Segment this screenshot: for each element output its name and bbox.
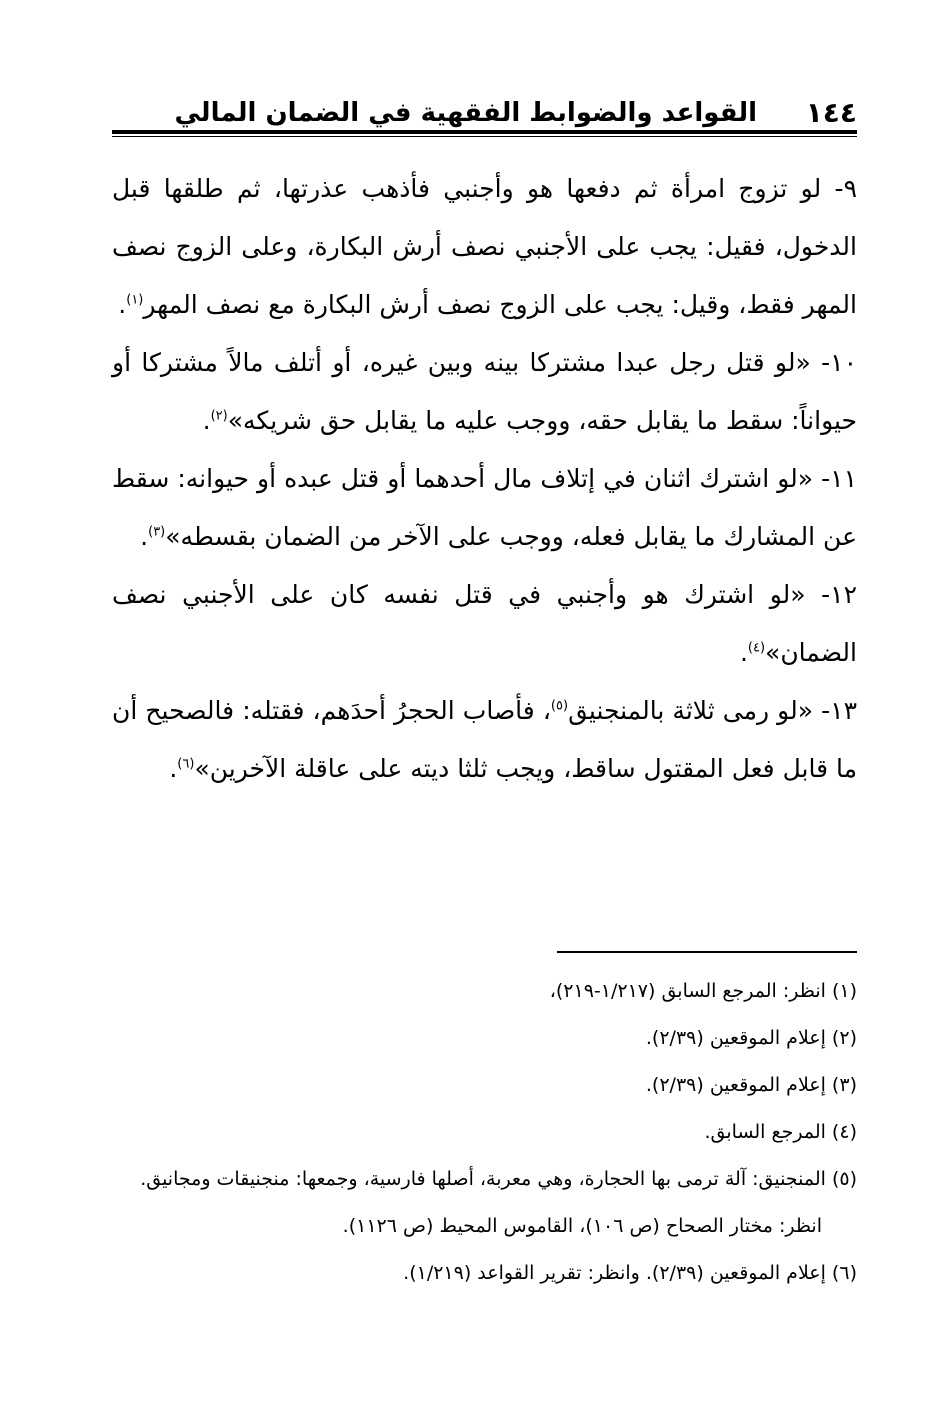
main-text xyxy=(112,160,857,798)
paragraph-13: ١٣- «لو رمى ثلاثة بالمنجنيق$^{(٥)}$، فأصاب الحجرُ أحدَهم، فقتله: فالصحيح أن ما قابل فعل المقتول ساقط، ويجب ثلثا ديته على عاقلة الآخرين»$^{(٦)}$. xyxy=(112,696,857,783)
footnote-ref-4: (٤) xyxy=(747,640,766,656)
footnote-5: (٥) المنجنيق: آلة ترمى بها الحجارة، وهي معربة، أصلها فارسية، وجمعها: منجنيقات ومجانيق. xyxy=(140,1168,857,1190)
footnote-2: (٢) إعلام الموقعين (٢/٣٩). xyxy=(645,1027,857,1049)
page-number: ١٤٤ xyxy=(805,96,857,129)
footnote-6: (٦) إعلام الموقعين (٢/٣٩). وانظر: تقرير القواعد (١/٢١٩). xyxy=(403,1262,857,1284)
footnote-4: (٤) المرجع السابق. xyxy=(704,1121,857,1143)
footnotes xyxy=(112,968,857,1297)
paragraph-11: ١١- «لو اشترك اثنان في إتلاف مال أحدهما أو قتل عبده أو حيوانه: سقط عن المشارك ما يقابل فعله، ووجب على الآخر من الضمان بقسطه»$^{(٣)}$. xyxy=(112,464,857,551)
footnote-ref-1: (١) xyxy=(126,292,144,308)
footnote-1: (١) انظر: المرجع السابق (١/٢١٧-٢١٩)، xyxy=(549,980,857,1002)
footnote-ref-3: (٣) xyxy=(148,524,166,540)
footnote-ref-2: (٢) xyxy=(210,408,228,424)
paragraph-9: ٩- لو تزوج امرأة ثم دفعها هو وأجنبي فأذهب عذرتها، ثم طلقها قبل الدخول، فقيل: يجب على الأجنبي نصف أرش البكارة، وعلى الزوج نصف المهر فقط، وقيل: يجب على الزوج نصف أرش البكارة مع نصف المهر$^{(١)}$. xyxy=(112,174,857,319)
paragraph-12: ١٢- «لو اشترك هو وأجنبي في قتل نفسه كان على الأجنبي نصف الضمان»$^{(٤)}$. xyxy=(112,580,857,667)
footnote-separator xyxy=(557,951,857,953)
paragraph-10: ١٠- «لو قتل رجل عبدا مشتركا بينه وبين غيره، أو أتلف مالاً مشتركا أو حيواناً: سقط ما يقابل حقه، ووجب عليه ما يقابل حق شريكه»$^{(٢)}$. xyxy=(112,348,857,435)
footnote-5-source: انظر: مختار الصحاح (ص ١٠٦)، القاموس المحيط (ص ١١٢٦). xyxy=(342,1215,822,1237)
header-rule-thick xyxy=(112,130,857,134)
page-header xyxy=(112,90,857,136)
footnote-ref-6: (٦) xyxy=(177,756,195,772)
header-rule-thin xyxy=(112,136,857,137)
footnote-ref-5: (٥) xyxy=(550,698,569,714)
running-title: القواعد والضوابط الفقهية في الضمان المالي xyxy=(174,98,757,128)
footnote-3: (٣) إعلام الموقعين (٢/٣٩). xyxy=(645,1074,857,1096)
